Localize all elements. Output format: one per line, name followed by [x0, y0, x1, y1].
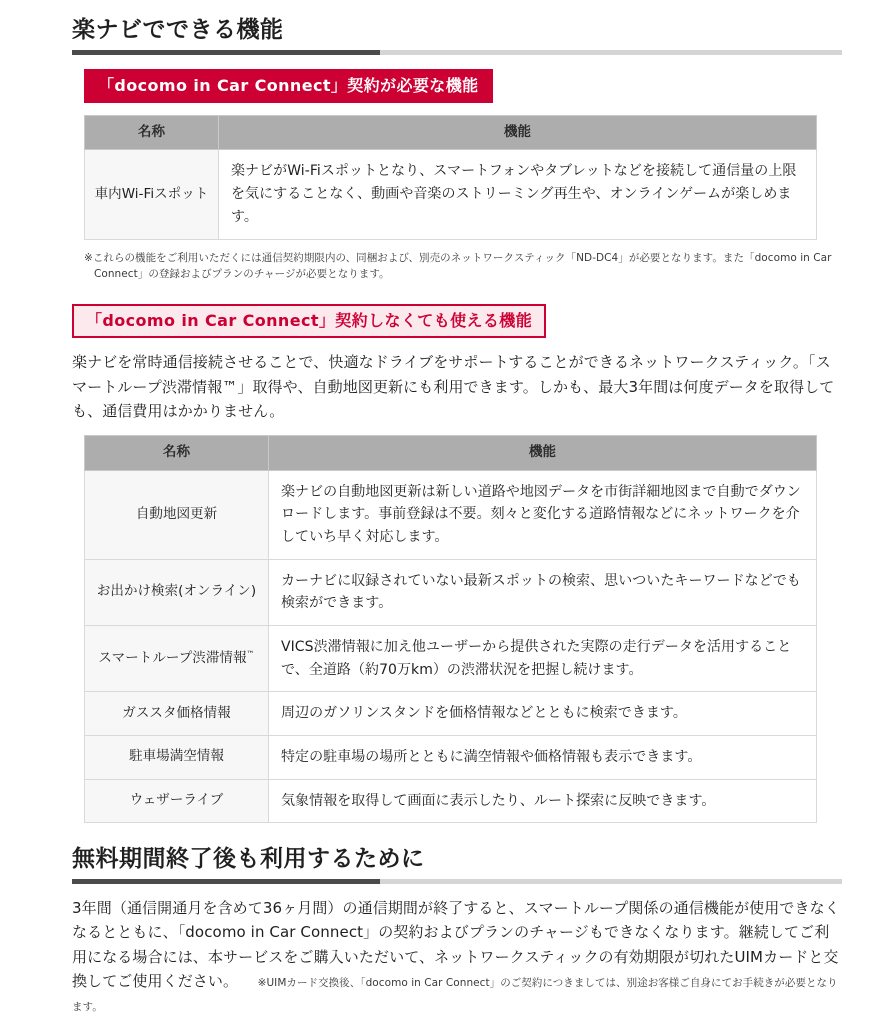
- table-2-wrap: [0, 435, 895, 823]
- table-body: [85, 470, 817, 823]
- footnote-line-1: ※これらの機能をご利用いただくには通信契約期限内の、同梱および、別売のネットワークスティック「ND-DC4」が必要となります。また「docomo in Car: [84, 251, 832, 264]
- column-header-function: 機能: [219, 115, 817, 150]
- spacer-footnote: [0, 240, 895, 250]
- column-header-name: 名称: [85, 115, 219, 150]
- cell-feature-name: 自動地図更新: [85, 470, 269, 559]
- trademark-icon: ™: [246, 649, 255, 659]
- page-title: 楽ナビでできる機能: [72, 17, 284, 43]
- section-heading-after-free-period: [0, 845, 895, 874]
- cell-feature-description: 楽ナビの自動地図更新は新しい道路や地図データを市街詳細地図まで自動でダウンロードします。事前登録は不要。刻々と変化する道路情報などにネットワークを介していち早く対応します。: [269, 470, 817, 559]
- banner-outline-wrap: [0, 304, 895, 338]
- table-row: [85, 559, 817, 625]
- closing-paragraph-text: 3年間（通信開通月を含めて36ヶ月間）の通信期間が終了すると、スマートループ関係の通信機能が使用できなくなるとともに、「docomo in Car Connect」の契約およびプランのチャージもできなくなります。継続してご利用になる場合には、本サービスをご購入いただいて、ネットワークスティックの有効期限が切れたUIMカードと交換してご使用ください。: [72, 899, 840, 991]
- spacer-closing: [0, 884, 895, 896]
- banner-solid-wrap: [0, 69, 895, 103]
- table-row: [85, 150, 817, 239]
- cell-feature-name: 駐車場満空情報: [85, 736, 269, 780]
- intro-paragraph-wrap: [0, 350, 836, 423]
- cell-feature-name: スマートループ渋滞情報™: [85, 626, 269, 692]
- section-heading-features: [0, 16, 895, 45]
- table-row: [85, 470, 817, 559]
- spacer-section-2: [0, 823, 895, 845]
- heading-rule-wrap-2: [0, 879, 895, 884]
- table-row: [85, 692, 817, 736]
- cell-feature-name: ウェザーライブ: [85, 779, 269, 823]
- spacer-table-1: [0, 103, 895, 115]
- footnote-line-2: Connect」の登録およびプランのチャージが必要となります。: [94, 267, 390, 280]
- footnote-network-stick: [84, 250, 895, 283]
- spacer-banner-solid: [0, 55, 895, 69]
- column-header-function: 機能: [269, 436, 817, 471]
- column-header-name: 名称: [85, 436, 269, 471]
- table-header-row: [85, 115, 817, 150]
- spacer-top: [0, 0, 895, 16]
- features-table-contract-required: [84, 115, 817, 240]
- cell-feature-name: 車内Wi-Fiスポット: [85, 150, 219, 239]
- cell-feature-description: カーナビに収録されていない最新スポットの検索、思いついたキーワードなどでも検索ができます。: [269, 559, 817, 625]
- spacer-banner-outline: [0, 282, 895, 304]
- heading-underline-rule-2: [72, 879, 842, 884]
- table-row: [85, 736, 817, 780]
- section-2-title: 無料期間終了後も利用するために: [72, 846, 425, 873]
- spacer-table-2: [0, 423, 895, 435]
- cell-feature-description: VICS渋滞情報に加え他ユーザーから提供された実際の走行データを活用することで、全道路（約70万km）の渋滞状況を把握し続けます。: [269, 626, 817, 692]
- banner-contract-required: 「docomo in Car Connect」契約が必要な機能: [84, 69, 493, 103]
- cell-feature-description: 特定の駐車場の場所とともに満空情報や価格情報も表示できます。: [269, 736, 817, 780]
- closing-inline-note: ※UIMカード交換後、「docomo in Car Connect」のご契約につきましては、別途お客様ご自身にてお手続きが必要となります。: [72, 977, 838, 1014]
- closing-paragraph-wrap: [0, 896, 844, 1017]
- cell-feature-description: 気象情報を取得して画面に表示したり、ルート探索に反映できます。: [269, 779, 817, 823]
- table-header-row: [85, 436, 817, 471]
- heading-rule-wrap: [0, 50, 895, 55]
- intro-paragraph: 楽ナビを常時通信接続させることで、快適なドライブをサポートすることができるネットワークスティック。「スマートループ渋滞情報™」取得や、自動地図更新にも利用できます。しかも、最大3年間は何度データを取得しても、通信費用はかかりません。: [72, 353, 835, 420]
- features-table-no-contract: [84, 435, 817, 823]
- footnote-wrap: [0, 250, 895, 283]
- cell-feature-description: 周辺のガソリンスタンドを価格情報などとともに検索できます。: [269, 692, 817, 736]
- cell-feature-name: お出かけ検索(オンライン): [85, 559, 269, 625]
- spacer-intro: [0, 338, 895, 350]
- cell-feature-description: 楽ナビがWi-Fiスポットとなり、スマートフォンやタブレットなどを接続して通信量の上限を気にすることなく、動画や音楽のストリーミング再生や、オンラインゲームが楽しめます。: [219, 150, 817, 239]
- table-1-wrap: [0, 115, 895, 240]
- banner-no-contract-needed: 「docomo in Car Connect」契約しなくても使える機能: [72, 304, 546, 338]
- heading-underline-rule: [72, 50, 842, 55]
- closing-paragraph: [72, 896, 844, 1017]
- cell-feature-name: ガススタ価格情報: [85, 692, 269, 736]
- table-row: [85, 626, 817, 692]
- table-row: [85, 779, 817, 823]
